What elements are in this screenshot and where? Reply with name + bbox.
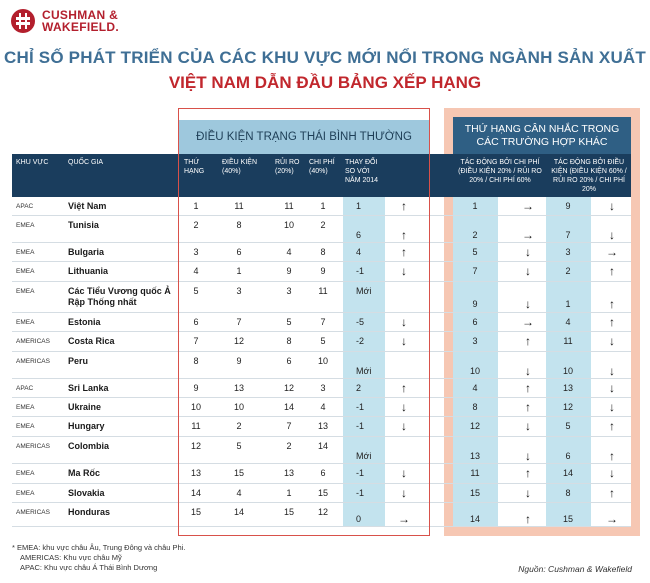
cell-cost-impact-rank: 7: [472, 266, 478, 276]
cell-cost-impact-rank: 2: [472, 230, 478, 240]
cell-cost-impact-rank: 11: [470, 468, 480, 478]
cell-cond-impact-rank: 7: [565, 230, 571, 240]
header-cost: CHI PHÍ (40%): [309, 159, 335, 175]
cell-risk: 9: [286, 266, 292, 276]
cell-cost-impact-rank: 12: [469, 421, 480, 431]
cell-risk: 7: [286, 421, 292, 431]
cell-cond-impact-rank: 15: [562, 514, 573, 524]
header-country: QUỐC GIA: [68, 159, 104, 166]
cell-cost-impact-rank: 4: [472, 383, 478, 393]
normal-group-header: ĐIỀU KIỆN TRẠNG THÁI BÌNH THƯỜNG: [178, 120, 430, 154]
cell-cond-impact-rank: 6: [565, 451, 571, 461]
cell-change: 4: [356, 247, 362, 257]
cell-country: Ma Rốc: [68, 468, 101, 478]
cell-risk: 14: [283, 402, 294, 412]
cell-conditions: 11: [234, 201, 244, 211]
cell-risk: 10: [283, 220, 294, 230]
cell-region: EMEA: [16, 423, 35, 430]
cell-country: Honduras: [68, 507, 111, 517]
cell-risk: 3: [286, 286, 292, 296]
cell-change: -1: [356, 402, 365, 412]
arrow-down-icon: ↓: [609, 466, 615, 480]
cell-region: EMEA: [16, 490, 35, 497]
cell-change: -2: [356, 336, 365, 346]
cell-conditions: 10: [233, 402, 244, 412]
cell-cost-impact-rank: 15: [469, 488, 480, 498]
cell-country: Peru: [68, 356, 89, 366]
cell-change: 2: [356, 383, 362, 393]
arrow-up-icon: ↑: [401, 199, 407, 213]
page-title: CHỈ SỐ PHÁT TRIỂN CỦA CÁC KHU VỰC MỚI NỔI TRONG NGÀNH SẢN XUẤT: [4, 48, 646, 67]
cell-region: EMEA: [16, 268, 35, 275]
source-note: Nguồn: Cushman & Wakefield: [518, 564, 632, 574]
cell-cond-impact-rank: 2: [565, 266, 571, 276]
arrow-down-icon: ↓: [525, 449, 531, 463]
cell-conditions: 4: [236, 488, 242, 498]
cell-cost: 13: [317, 421, 328, 431]
cell-country: Sri Lanka: [68, 383, 109, 393]
cell-region: AMERICAS: [16, 443, 50, 450]
cell-conditions: 5: [236, 441, 242, 451]
cell-cond-impact-rank: 14: [562, 468, 573, 478]
cell-region: APAC: [16, 203, 34, 210]
arrow-down-icon: ↓: [401, 419, 407, 433]
alt-group-header: THỨ HẠNG CÂN NHẮC TRONG CÁC TRƯỜNG HỢP KHÁC: [453, 117, 631, 154]
cell-cost: 3: [320, 383, 326, 393]
arrow-down-icon: ↓: [401, 264, 407, 278]
cell-cond-impact-rank: 12: [562, 402, 573, 412]
cell-cond-impact-rank: 13: [562, 383, 573, 393]
cell-cost-impact-rank: 8: [472, 402, 478, 412]
cell-change: Mới: [356, 366, 372, 376]
cell-cond-impact-rank: 4: [565, 317, 571, 327]
logo-line1: CUSHMAN &: [42, 8, 119, 22]
cell-rank: 9: [193, 383, 199, 393]
arrow-up-icon: ↑: [401, 381, 407, 395]
cell-cond-impact-rank: 3: [565, 247, 571, 257]
cell-cond-impact-rank: 5: [565, 421, 571, 431]
cell-rank: 4: [193, 266, 199, 276]
cell-change: -1: [356, 421, 365, 431]
cushman-wakefield-logo-icon: [10, 8, 36, 34]
cell-region: APAC: [16, 385, 34, 392]
cell-cost: 4: [320, 402, 326, 412]
cell-risk: 6: [286, 356, 292, 366]
arrow-right-icon: →: [398, 512, 410, 526]
cell-cost: 7: [320, 317, 326, 327]
header-region: KHU VỰC: [16, 159, 49, 166]
header-risk: RỦI RO (20%): [275, 159, 300, 175]
cell-country: Ukraine: [68, 402, 102, 412]
arrow-up-icon: ↑: [401, 228, 407, 242]
arrow-down-icon: ↓: [609, 400, 615, 414]
cell-rank: 10: [190, 402, 201, 412]
cell-conditions: 3: [236, 286, 242, 296]
cell-cost: 8: [320, 247, 326, 257]
arrow-up-icon: ↑: [609, 297, 615, 311]
arrow-up-icon: ↑: [525, 512, 531, 526]
arrow-right-icon: →: [522, 315, 534, 329]
cell-risk: 15: [283, 507, 294, 517]
cell-cost: 9: [320, 266, 326, 276]
cell-cost: 14: [317, 441, 328, 451]
arrow-right-icon: →: [606, 512, 618, 526]
cell-cost-impact-rank: 3: [472, 336, 478, 346]
cell-cond-impact-rank: 1: [565, 299, 571, 309]
cell-country: Costa Rica: [68, 336, 115, 346]
cell-risk: 11: [284, 201, 294, 211]
cell-change: -5: [356, 317, 365, 327]
cell-risk: 12: [283, 383, 294, 393]
cell-rank: 14: [190, 488, 201, 498]
arrow-right-icon: →: [522, 228, 534, 242]
arrow-down-icon: ↓: [401, 466, 407, 480]
header-cond-impact: TÁC ĐỘNG BỞI ĐIỀU KIỆN (ĐIỀU KIỆN 60% / RỦI RO 20% / CHI PHÍ 20%: [551, 159, 627, 193]
logo: [10, 8, 119, 34]
cell-change: Mới: [356, 286, 372, 296]
arrow-up-icon: ↑: [525, 466, 531, 480]
cell-cost: 12: [317, 507, 328, 517]
cell-risk: 1: [286, 488, 292, 498]
footnote-apac: APAC: Khu vực châu Á Thái Bình Dương: [20, 563, 158, 572]
arrow-right-icon: →: [522, 199, 534, 213]
cell-cost-impact-rank: 14: [469, 514, 480, 524]
cell-cost: 15: [317, 488, 328, 498]
arrow-down-icon: ↓: [609, 381, 615, 395]
cell-cond-impact-rank: 10: [562, 366, 573, 376]
arrow-down-icon: ↓: [401, 315, 407, 329]
cell-change: 6: [356, 230, 362, 240]
arrow-down-icon: ↓: [525, 419, 531, 433]
arrow-down-icon: ↓: [525, 364, 531, 378]
arrow-down-icon: ↓: [401, 400, 407, 414]
cell-rank: 15: [190, 507, 201, 517]
cell-conditions: 6: [236, 247, 242, 257]
arrow-down-icon: ↓: [609, 364, 615, 378]
cell-conditions: 15: [233, 468, 244, 478]
cell-rank: 13: [190, 468, 201, 478]
footnotes: [12, 543, 185, 573]
cell-cost-impact-rank: 6: [472, 317, 478, 327]
arrow-down-icon: ↓: [401, 486, 407, 500]
cell-risk: 2: [286, 441, 292, 451]
arrow-down-icon: ↓: [525, 297, 531, 311]
cell-country: Hungary: [68, 421, 105, 431]
cell-cost: 2: [320, 220, 326, 230]
arrow-up-icon: ↑: [401, 245, 407, 259]
arrow-up-icon: ↑: [609, 449, 615, 463]
cell-region: EMEA: [16, 470, 35, 477]
cell-country: Việt Nam: [68, 201, 107, 211]
cell-change: -1: [356, 266, 365, 276]
normal-group-frame: [178, 108, 430, 536]
cell-risk: 4: [286, 247, 292, 257]
cell-rank: 1: [193, 201, 199, 211]
arrow-down-icon: ↓: [609, 199, 615, 213]
cell-region: AMERICAS: [16, 338, 50, 345]
header-cost-impact: TÁC ĐỘNG BỞI CHI PHÍ (ĐIỀU KIỆN 20% / RỦI RO 20% / CHI PHÍ 60%: [458, 159, 542, 184]
cell-region: EMEA: [16, 249, 35, 256]
cell-conditions: 13: [233, 383, 244, 393]
cell-risk: 13: [283, 468, 294, 478]
cell-change: 0: [356, 514, 362, 524]
cell-risk: 5: [286, 317, 292, 327]
cell-rank: 12: [190, 441, 201, 451]
arrow-down-icon: ↓: [401, 334, 407, 348]
cell-conditions: 2: [236, 421, 242, 431]
cell-conditions: 9: [236, 356, 242, 366]
page-subtitle: VIỆT NAM DẪN ĐẦU BẢNG XẾP HẠNG: [168, 73, 482, 92]
cell-cost: 11: [318, 286, 328, 296]
cell-rank: 7: [193, 336, 199, 346]
cell-change: 1: [356, 201, 362, 211]
cell-cost: 5: [320, 336, 326, 346]
cell-cost-impact-rank: 5: [472, 247, 478, 257]
cell-country: Estonia: [68, 317, 101, 327]
cell-country: Các Tiểu Vương quốc Ả Rập Thống nhất: [68, 286, 171, 307]
cell-country: Bulgaria: [68, 247, 105, 257]
header-change: THAY ĐỔI SO VỚI NĂM 2014: [345, 159, 379, 184]
arrow-up-icon: ↑: [609, 315, 615, 329]
cell-rank: 11: [191, 421, 201, 431]
header-conditions: ĐIỀU KIỆN (40%): [222, 159, 258, 175]
cell-country: Lithuania: [68, 266, 108, 276]
cell-cond-impact-rank: 11: [563, 336, 573, 346]
cell-rank: 8: [193, 356, 199, 366]
cell-country: Tunisia: [68, 220, 99, 230]
logo-text: [42, 9, 119, 33]
cell-conditions: 1: [236, 266, 242, 276]
arrow-up-icon: ↑: [525, 334, 531, 348]
footnote-emea: * EMEA: khu vực châu Âu, Trung Đông và châu Phi.: [12, 543, 186, 552]
arrow-down-icon: ↓: [525, 245, 531, 259]
arrow-up-icon: ↑: [609, 419, 615, 433]
cell-cost: 1: [320, 201, 326, 211]
cell-region: AMERICAS: [16, 509, 50, 516]
arrow-up-icon: ↑: [525, 400, 531, 414]
cell-rank: 5: [193, 286, 199, 296]
cell-change: Mới: [356, 451, 372, 461]
cell-cost-impact-rank: 13: [469, 451, 480, 461]
logo-line2: WAKEFIELD.: [42, 20, 119, 34]
cell-change: -1: [356, 488, 365, 498]
arrow-up-icon: ↑: [525, 381, 531, 395]
cell-conditions: 12: [233, 336, 244, 346]
cell-cost: 10: [317, 356, 328, 366]
arrow-down-icon: ↓: [525, 486, 531, 500]
cell-cost: 6: [320, 468, 326, 478]
cell-cond-impact-rank: 8: [565, 488, 571, 498]
cell-change: -1: [356, 468, 365, 478]
arrow-right-icon: →: [606, 245, 618, 259]
cell-rank: 6: [193, 317, 199, 327]
cell-rank: 3: [193, 247, 199, 257]
arrow-up-icon: ↑: [609, 264, 615, 278]
cell-risk: 8: [286, 336, 292, 346]
cell-cond-impact-rank: 9: [565, 201, 571, 211]
arrow-down-icon: ↓: [609, 228, 615, 242]
cell-region: EMEA: [16, 222, 35, 229]
cell-cost-impact-rank: 9: [472, 299, 478, 309]
header-rank: THỨ HẠNG: [184, 159, 205, 175]
cell-country: Slovakia: [68, 488, 105, 498]
arrow-up-icon: ↑: [609, 486, 615, 500]
cell-conditions: 7: [236, 317, 242, 327]
cell-conditions: 14: [233, 507, 244, 517]
cell-cost-impact-rank: 10: [469, 366, 480, 376]
arrow-down-icon: ↓: [525, 264, 531, 278]
cell-conditions: 8: [236, 220, 242, 230]
cell-rank: 2: [193, 220, 199, 230]
arrow-down-icon: ↓: [609, 334, 615, 348]
cell-cost-impact-rank: 1: [472, 201, 478, 211]
footnote-americas: AMERICAS: Khu vực châu Mỹ: [20, 553, 122, 562]
cell-region: AMERICAS: [16, 358, 50, 365]
cell-region: EMEA: [16, 288, 35, 295]
cell-region: EMEA: [16, 319, 35, 326]
cell-region: EMEA: [16, 404, 35, 411]
cell-country: Colombia: [68, 441, 110, 451]
